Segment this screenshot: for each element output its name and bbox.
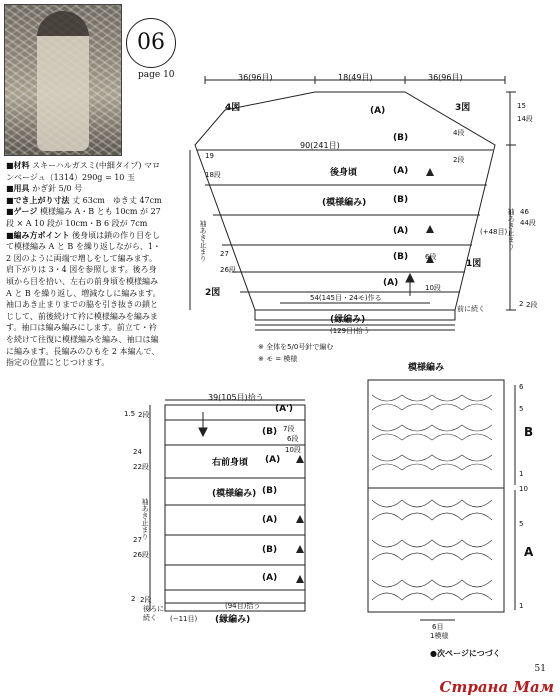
dim-right-2: 2 — [519, 300, 524, 308]
front-minus11: (−11目) — [170, 615, 198, 623]
front-dim-2rows: 2段 — [138, 411, 150, 419]
dim-right-top: 15 — [517, 102, 526, 110]
dim-right-2rows: 2段 — [526, 301, 538, 309]
dim-right-46: 46 — [520, 208, 529, 216]
front-body-outline — [165, 405, 305, 603]
note-needle: ※ 全体を5/0号針で編む — [258, 343, 334, 351]
size-note: ■でき上がり寸法 丈 63cm ゆき丈 47cm — [6, 194, 162, 205]
step-4rows: 4段 — [453, 129, 465, 137]
back-row-a2: (A) — [393, 166, 409, 176]
tools-note: ■用具 かぎ針 5/0 号 — [6, 183, 83, 194]
dim-left-27: 27 — [220, 250, 229, 258]
front-sleeve-opening: 袖あき止まり — [141, 498, 149, 540]
stitch-chart-frame — [368, 380, 504, 612]
front-bottom-pick: (94目)拾う — [225, 602, 261, 610]
back-row-a1: (A) — [370, 106, 386, 116]
front-row-a3: (A) — [262, 573, 278, 583]
front-row-b1: (B) — [262, 427, 278, 437]
stitch-chart-label-a: A — [524, 545, 534, 559]
dim-left-26rows: 26段 — [220, 266, 236, 274]
dim-left-18rows: 18段 — [205, 171, 221, 179]
front-row-a2: (A) — [262, 515, 278, 525]
label-fig3: 3図 — [455, 103, 471, 113]
chart-repeat-label: 1模様 — [430, 632, 449, 640]
back-pick-up: (129目)拾う — [330, 327, 370, 335]
materials-note: ■材料 スキーハルガスミ(中細タイプ) マロンベージュ（1314）290g = 10 玉 — [6, 160, 161, 182]
dim-left-19: 19 — [205, 152, 214, 160]
front-dim-2rows-b: 2段 — [140, 596, 152, 604]
gauge-note: ■ゲージ 模様編み A・B とも 10cm が 27 段 × A 10 段が 10cm・B 6 段が 7cm — [6, 206, 161, 228]
stitch-symbols — [372, 395, 492, 600]
chain-cast-on: 54(145目・24モ)作る — [310, 294, 382, 302]
continues-to-back: 後ろに続く — [143, 605, 164, 622]
front-top-pick: 39(105目)拾う — [208, 393, 264, 402]
stitch-chart-title: 模様編み — [408, 363, 445, 373]
label-fig2: 2図 — [205, 288, 221, 298]
stitch-chart-label-b: B — [524, 425, 534, 439]
chart-row-6: 6 — [519, 383, 524, 391]
back-row-b3: (B) — [393, 252, 409, 262]
dim-left-shoulder: 36(96目) — [238, 73, 273, 82]
chart-row-5b: 5 — [519, 520, 524, 528]
dim-neck: 18(49目) — [338, 73, 373, 82]
front-dim-27: 27 — [133, 536, 142, 544]
row-markers — [296, 168, 437, 583]
back-row-b2: (B) — [393, 195, 409, 205]
back-row-b1: (B) — [393, 133, 409, 143]
page-reference: page 10 — [138, 70, 175, 80]
dim-right-shoulder: 36(96目) — [428, 73, 463, 82]
width-label: 90(241目) — [300, 141, 340, 150]
increase-48: (+48目) — [480, 228, 508, 236]
label-fig4: 4図 — [225, 103, 241, 113]
back-edging: (縁編み) — [330, 315, 366, 325]
chart-repeat-stitches: 6目 — [432, 623, 444, 631]
front-title-row: (A) — [265, 455, 281, 465]
chart-row-5: 5 — [519, 405, 524, 413]
sleeve-opening-right: 袖あき止まり — [507, 208, 515, 250]
note-motif: ※ モ = 模様 — [258, 355, 298, 363]
front-dim-24: 24 — [133, 448, 142, 456]
front-edging: (縁編み) — [215, 615, 251, 625]
back-row-a4: (A) — [383, 278, 399, 288]
dim-right-top-rows: 14段 — [517, 115, 533, 123]
front-dim-22rows: 22段 — [133, 463, 149, 471]
front-pattern-label: (模様編み) — [212, 489, 257, 499]
step-10rows: 10段 — [425, 284, 441, 292]
label-fig1: 1図 — [466, 259, 482, 269]
front-step-6: 6段 — [287, 435, 299, 443]
chart-row-1: 1 — [519, 470, 524, 478]
page-number: 51 — [534, 664, 546, 674]
front-row-aprime: (A') — [275, 404, 293, 414]
dim-right-44rows: 44段 — [520, 219, 536, 227]
front-step-10: 10段 — [285, 446, 301, 454]
front-step-7: 7段 — [283, 425, 295, 433]
chart-row-1b: 1 — [519, 602, 524, 610]
front-dim-26rows: 26段 — [133, 551, 149, 559]
watermark-logo: Страна Мам — [439, 678, 554, 696]
front-dim-2: 2 — [131, 595, 136, 603]
chart-row-10: 10 — [519, 485, 528, 493]
back-pattern-label: (模様編み) — [322, 198, 367, 208]
front-row-b2: (B) — [262, 486, 278, 496]
pattern-number: 06 — [126, 18, 176, 68]
back-title: 後身頃 — [330, 168, 358, 178]
front-dim-1_5: 1.5 — [124, 410, 136, 418]
sleeve-opening-left: 袖あき止まり — [199, 220, 207, 262]
points-note: ■編み方ポイント 後身頃は鎖の作り目をして模様編み A と B を繰り返しながら、1・2 図のように両端で増しをして編みます。肩下がりは 3・4 図を参照します。後ろ身頃から目を拾い、左右の前身頃を模様編み A と B を繰り返し、増減なしに編みます。袖口あき止まりまでの脇を引き抜きの鎖とじして、前後続けて衿に模様編みを編みます。袖口は編み編みにします。前立て・衿を続けて往復に模様編みを編み、袖口は編に編みます。長編みのひもを 2 本編んで、指定の位置にとじつけます。 — [6, 229, 161, 368]
front-title: 右前身頃 — [212, 458, 249, 468]
continues-to-front: 前に続く — [457, 305, 485, 313]
step-6rows: 6段 — [425, 253, 437, 261]
step-2rows: 2段 — [453, 156, 465, 164]
front-row-b3: (B) — [262, 545, 278, 555]
back-row-a3: (A) — [393, 226, 409, 236]
continued-next-page: ●次ページにつづく — [430, 649, 501, 658]
